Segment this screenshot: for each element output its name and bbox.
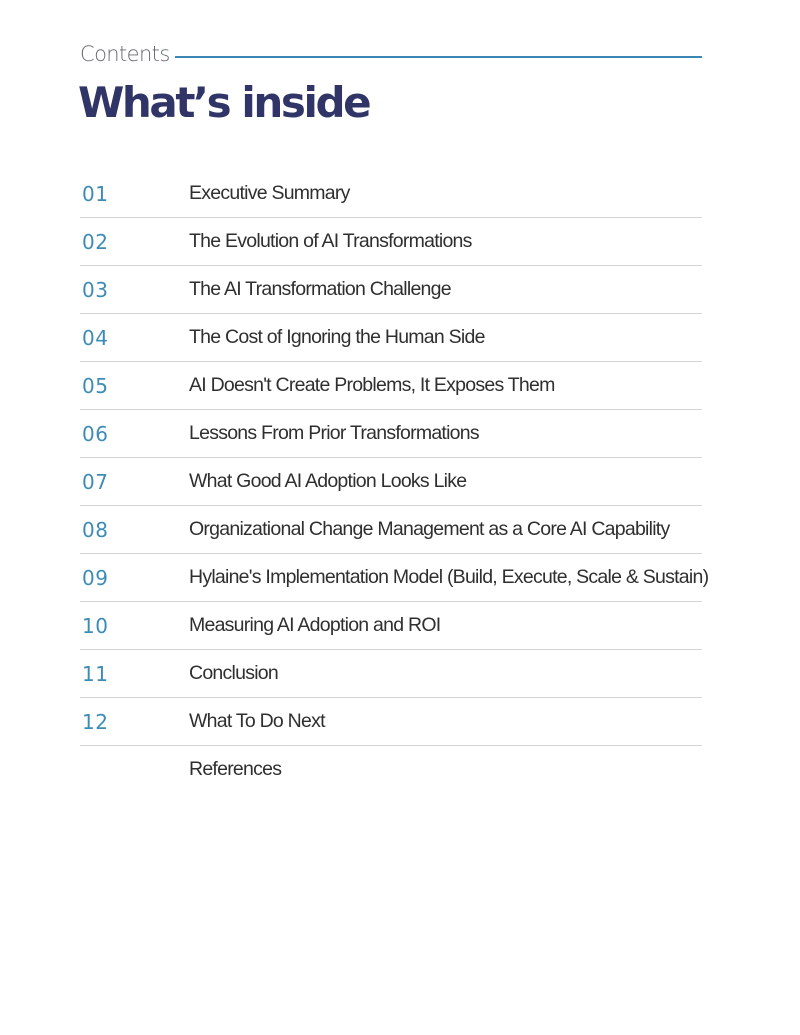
toc-item-number: 07 xyxy=(82,470,109,494)
toc-item-evolution[interactable] xyxy=(80,218,702,266)
toc-item-label: Hylaine's Implementation Model (Build, Execute, Scale & Sustain) xyxy=(189,566,709,588)
toc-item-measuring[interactable] xyxy=(80,602,702,650)
toc-item-label: Lessons From Prior Transformations xyxy=(189,422,479,444)
toc-item-number: 12 xyxy=(82,710,109,734)
toc-item-references[interactable] xyxy=(80,746,702,794)
toc-item-label: What Good AI Adoption Looks Like xyxy=(189,470,467,492)
toc-item-number: 02 xyxy=(82,230,109,254)
toc-item-number: 10 xyxy=(82,614,109,638)
toc-item-label: The Evolution of AI Transformations xyxy=(189,230,472,252)
toc-item-label: The AI Transformation Challenge xyxy=(189,278,451,300)
page-title: What’s inside xyxy=(78,78,370,127)
toc-item-executive-summary[interactable] xyxy=(80,170,702,218)
toc-item-exposes[interactable] xyxy=(80,362,702,410)
toc-item-label: The Cost of Ignoring the Human Side xyxy=(189,326,485,348)
toc-item-number: 11 xyxy=(82,662,109,686)
toc-item-challenge[interactable] xyxy=(80,266,702,314)
toc-item-next-steps[interactable] xyxy=(80,698,702,746)
toc-item-label: References xyxy=(189,758,282,780)
toc-item-label: Measuring AI Adoption and ROI xyxy=(189,614,441,636)
toc-item-label: AI Doesn't Create Problems, It Exposes Them xyxy=(189,374,555,396)
toc-item-change-management[interactable] xyxy=(80,506,702,554)
toc-item-number: 03 xyxy=(82,278,109,302)
toc-item-cost[interactable] xyxy=(80,314,702,362)
toc-item-label: Conclusion xyxy=(189,662,278,684)
section-eyebrow: Contents xyxy=(80,42,170,66)
toc-item-number: 09 xyxy=(82,566,109,590)
contents-header xyxy=(80,42,702,72)
toc-item-number: 05 xyxy=(82,374,109,398)
toc-item-number: 06 xyxy=(82,422,109,446)
toc-item-number: 08 xyxy=(82,518,109,542)
toc-item-conclusion[interactable] xyxy=(80,650,702,698)
toc-item-implementation-model[interactable] xyxy=(80,554,709,602)
toc-item-number: 04 xyxy=(82,326,109,350)
toc-item-good-adoption[interactable] xyxy=(80,458,702,506)
toc-item-label: What To Do Next xyxy=(189,710,325,732)
toc-item-label: Executive Summary xyxy=(189,182,350,204)
header-divider xyxy=(175,56,702,58)
toc-item-lessons[interactable] xyxy=(80,410,702,458)
toc-item-number: 01 xyxy=(82,182,109,206)
table-of-contents xyxy=(80,170,709,794)
toc-item-label: Organizational Change Management as a Core AI Capability xyxy=(189,518,670,540)
